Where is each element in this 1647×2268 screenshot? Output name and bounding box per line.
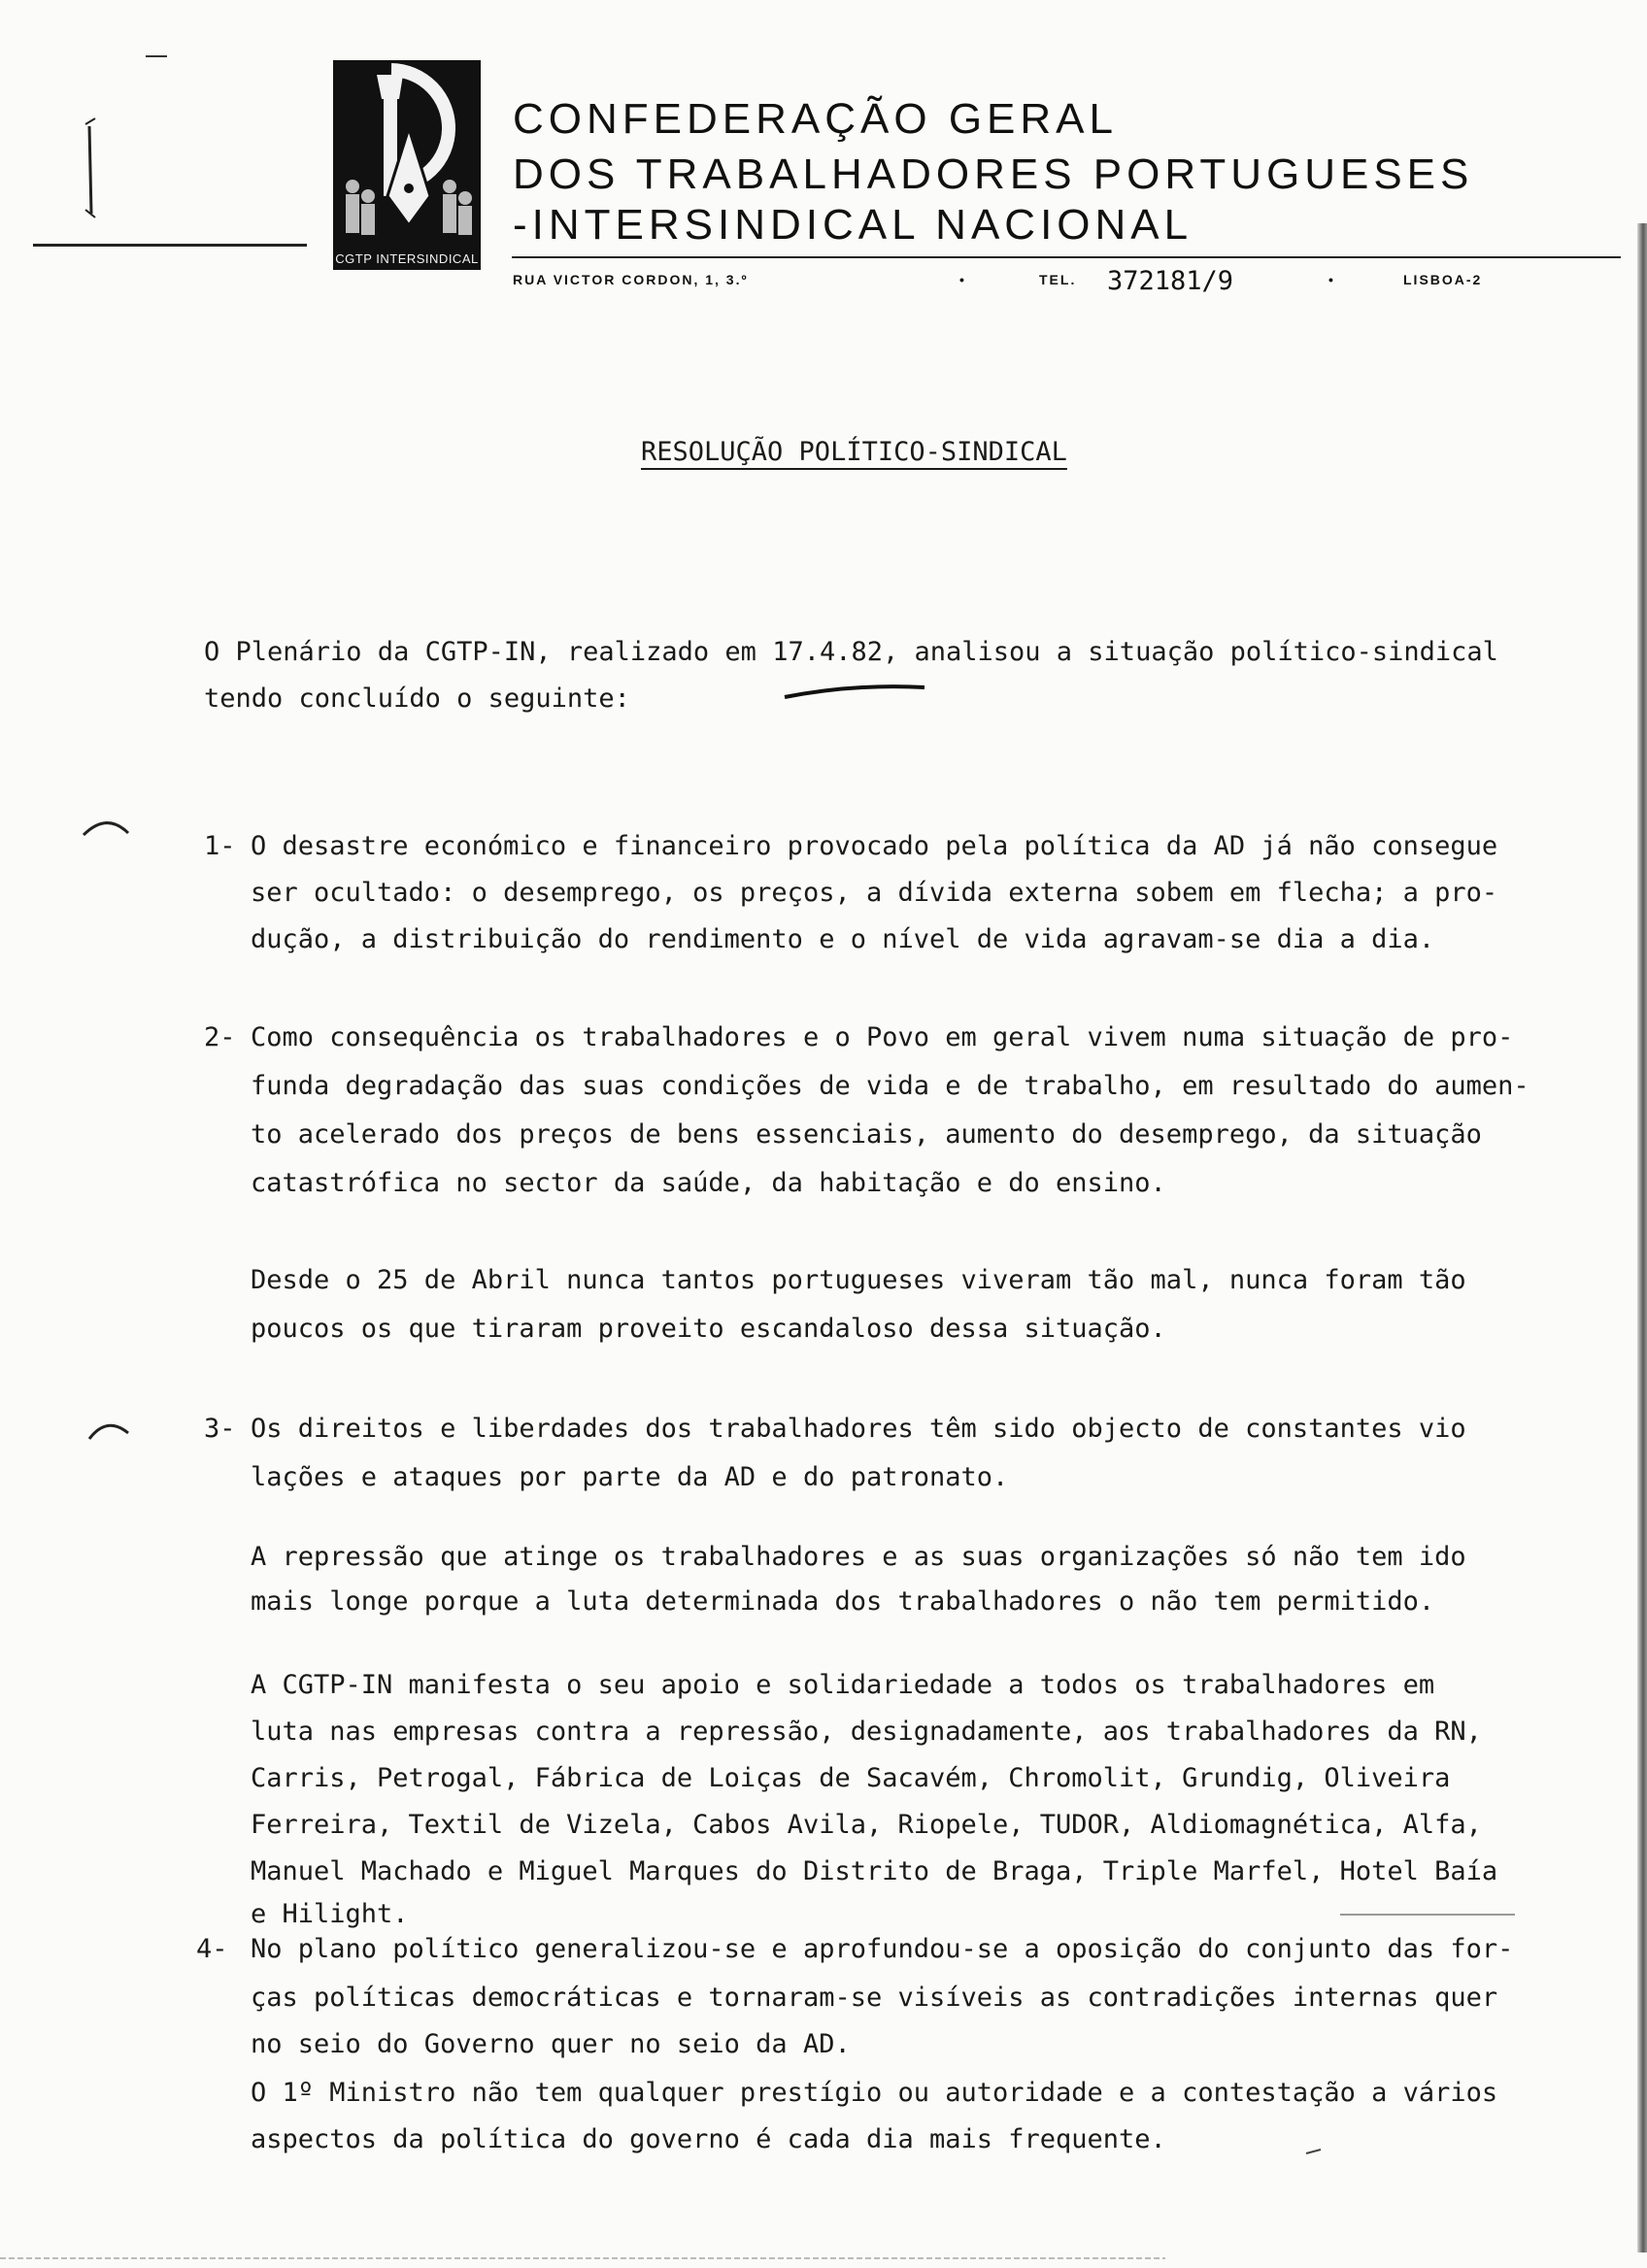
item-line: to acelerado dos preços de bens essenciais, aumento do desemprego, da situação [251, 1119, 1482, 1150]
item-number: 4- [196, 1934, 228, 1964]
item-line: O desastre económico e financeiro provocado pela política da AD já não consegue [251, 831, 1498, 861]
item-line: ças políticas democráticas e tornaram-se visíveis as contradições internas quer [251, 1983, 1498, 2013]
item-line: poucos os que tiraram proveito escandaloso dessa situação. [251, 1314, 1166, 1344]
item-line: O 1º Ministro não tem qualquer prestígio ou autoridade e a contestação a vários [251, 2078, 1498, 2108]
item-line: lações e ataques por parte da AD e do patronato. [251, 1462, 1009, 1492]
cgtp-logo [333, 60, 481, 270]
tel-number: 372181/9 [1107, 266, 1234, 296]
item-line: A repressão que atinge os trabalhadores e as suas organizações só não tem ido [251, 1542, 1466, 1572]
intro-line: tendo concluído o seguinte: [204, 684, 630, 714]
item-line: funda degradação das suas condições de vida e de trabalho, em resultado do aumen- [251, 1071, 1529, 1101]
city: LISBOA-2 [1403, 272, 1483, 287]
item-line: no seio do Governo quer no seio da AD. [251, 2029, 851, 2059]
item-number: 1- [204, 831, 236, 861]
item-line: catastrófica no sector da saúde, da habitação e do ensino. [251, 1168, 1166, 1198]
left-rule [33, 244, 307, 247]
item-line: A CGTP-IN manifesta o seu apoio e solidariedade a todos os trabalhadores em [251, 1670, 1435, 1700]
item-line: Desde o 25 de Abril nunca tantos portugueses viveram tão mal, nunca foram tão [251, 1265, 1466, 1295]
org-name-line-2: DOS TRABALHADORES PORTUGUESES [513, 150, 1474, 198]
bullet-1: • [959, 272, 966, 287]
letterhead-rule [512, 256, 1621, 258]
item-line: Manuel Machado e Miguel Marques do Distrito de Braga, Triple Marfel, Hotel Baía [251, 1856, 1498, 1886]
intro-line: O Plenário da CGTP-IN, realizado em 17.4.82, analisou a situação político-sindical [204, 637, 1498, 667]
item-number: 3- [204, 1414, 236, 1444]
tel-label: TEL. [1039, 272, 1077, 287]
item-line: Os direitos e liberdades dos trabalhadores têm sido objecto de constantes vio [251, 1414, 1466, 1444]
bullet-2: • [1328, 272, 1335, 287]
item-line: Ferreira, Textil de Vizela, Cabos Avila, Riopele, TUDOR, Aldiomagnética, Alfa, [251, 1810, 1482, 1840]
item-line: No plano político generalizou-se e aprofundou-se a oposição do conjunto das for- [251, 1934, 1514, 1964]
item-number: 2- [204, 1022, 236, 1052]
org-name-line-1: CONFEDERAÇÃO GERAL [513, 95, 1118, 143]
item-line: e Hilight. [251, 1899, 409, 1929]
logo-caption: CGTP INTERSINDICAL [335, 251, 479, 266]
document-title: RESOLUÇÃO POLÍTICO-SINDICAL [641, 437, 1067, 467]
item-line: ser ocultado: o desemprego, os preços, a dívida externa sobem em flecha; a pro- [251, 878, 1498, 908]
item-line: Como consequência os trabalhadores e o Povo em geral vivem numa situação de pro- [251, 1022, 1514, 1052]
address: RUA VICTOR CORDON, 1, 3.º [513, 272, 749, 287]
org-name-line-3: -INTERSINDICAL NACIONAL [513, 201, 1193, 249]
logo-emblem-icon [333, 60, 481, 270]
item-line: aspectos da política do governo é cada dia mais frequente. [251, 2124, 1166, 2154]
item-line: mais longe porque a luta determinada dos trabalhadores o não tem permitido. [251, 1586, 1435, 1617]
item-line: luta nas empresas contra a repressão, designadamente, aos trabalhadores da RN, [251, 1717, 1482, 1747]
item-line: Carris, Petrogal, Fábrica de Loiças de Sacavém, Chromolit, Grundig, Oliveira [251, 1763, 1451, 1793]
item-line: dução, a distribuição do rendimento e o nível de vida agravam-se dia a dia. [251, 924, 1435, 954]
